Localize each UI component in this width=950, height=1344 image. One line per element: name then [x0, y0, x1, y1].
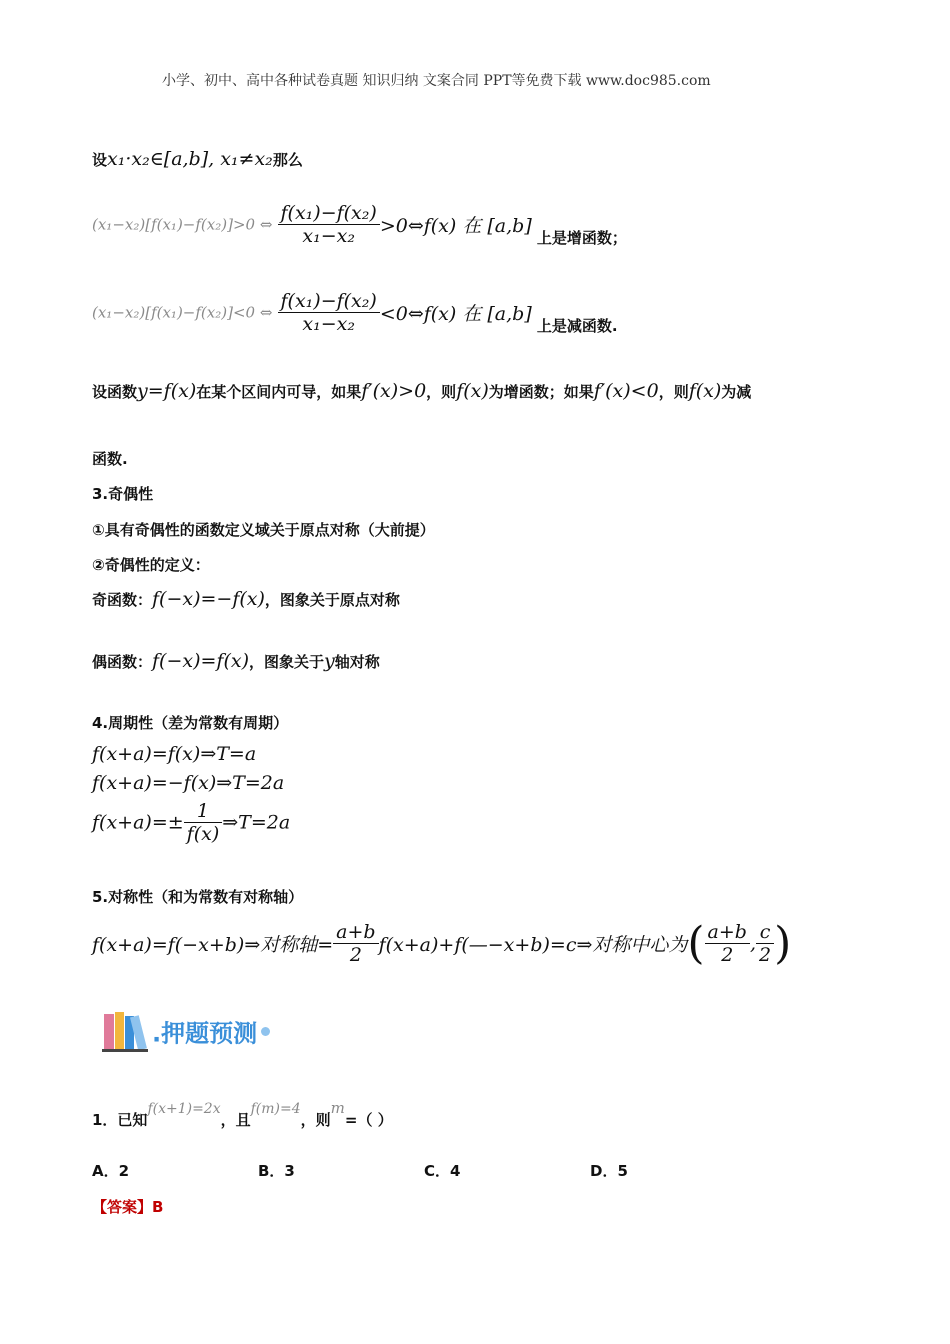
parity-item-2: ②奇偶性的定义： [92, 556, 210, 574]
parity-item-1: ①具有奇偶性的函数定义域关于原点对称（大前提） [92, 521, 435, 539]
monotonic-increase-row: (x₁−x₂)[f(x₁)−f(x₂)]>0 ⇔ $\frac{\text{f(x₁)−f(x₂)}}{\text{x₁−x₂}}$ >0⇔f(x) 在 [a,b] 上是增函数； [92, 202, 627, 247]
question-1: 1．已知f(x+1)=2x，且f(m)=4，则m=（ ） [92, 1099, 393, 1129]
option-a[interactable]: A．2 [92, 1162, 130, 1180]
option-c[interactable]: C．4 [424, 1162, 461, 1180]
symmetry-line: f(x+a)=f(−x+b)⇒对称轴= $\frac{a+b}{2}$ f(x+a)+f(—−x+b)=c⇒对称中心为( $\frac{a+b}{2}$ , $\frac{c}{2}$ ) [92, 918, 792, 969]
period-line-1: f(x+a)=f(x)⇒T=a [92, 743, 257, 765]
banner-dot [261, 1027, 270, 1036]
books-icon [100, 1010, 152, 1052]
banner-title: .押题预测 [152, 1019, 258, 1048]
derivative-line: 设函数y=f(x)在某个区间内可导，如果f′(x)>0，则f(x)为增函数；如果f′(x)<0，则f(x)为减 [92, 380, 752, 402]
monotonic-intro: 设x₁·x₂∈[a,b], x₁≠x₂那么 [92, 148, 303, 170]
monotonic-decrease-row: (x₁−x₂)[f(x₁)−f(x₂)]<0 ⇔ $\frac{\text{f(x₁)−f(x₂)}}{\text{x₁−x₂}}$ <0⇔f(x) 在 [a,b] 上是减函数. [92, 290, 618, 335]
period-heading: 4.周期性（差为常数有周期） [92, 714, 289, 732]
answer-value: B [152, 1198, 164, 1216]
intro-math: x₁·x₂∈[a,b], x₁≠x₂ [107, 148, 273, 170]
parity-heading: 3.奇偶性 [92, 485, 154, 503]
increase-fraction: $\frac{\text{f(x₁)−f(x₂)}}{\text{x₁−x₂}}$ [278, 202, 380, 247]
symmetry-heading: 5.对称性（和为常数有对称轴） [92, 888, 304, 906]
odd-function-line: 奇函数：f(−x)=−f(x)，图象关于原点对称 [92, 588, 400, 610]
period-line-2: f(x+a)=−f(x)⇒T=2a [92, 772, 285, 794]
period-line-3: f(x+a)=± $\frac{1}{f(x)}$ ⇒T=2a [92, 800, 291, 845]
page-header: 小学、初中、高中各种试卷真题 知识归纳 文案合同 PPT等免费下载 www.doc985.com [162, 73, 711, 89]
derivative-line-end: 函数. [92, 450, 128, 468]
answer-label: 【答案】 [92, 1198, 153, 1216]
prediction-banner [100, 1010, 270, 1054]
even-function-line: 偶函数：f(−x)=f(x)，图象关于y轴对称 [92, 650, 380, 672]
option-d[interactable]: D．5 [590, 1162, 628, 1180]
decrease-fraction: $\frac{\text{f(x₁)−f(x₂)}}{\text{x₁−x₂}}$ [278, 290, 380, 335]
option-b[interactable]: B．3 [258, 1162, 295, 1180]
answer-line [92, 1196, 163, 1217]
